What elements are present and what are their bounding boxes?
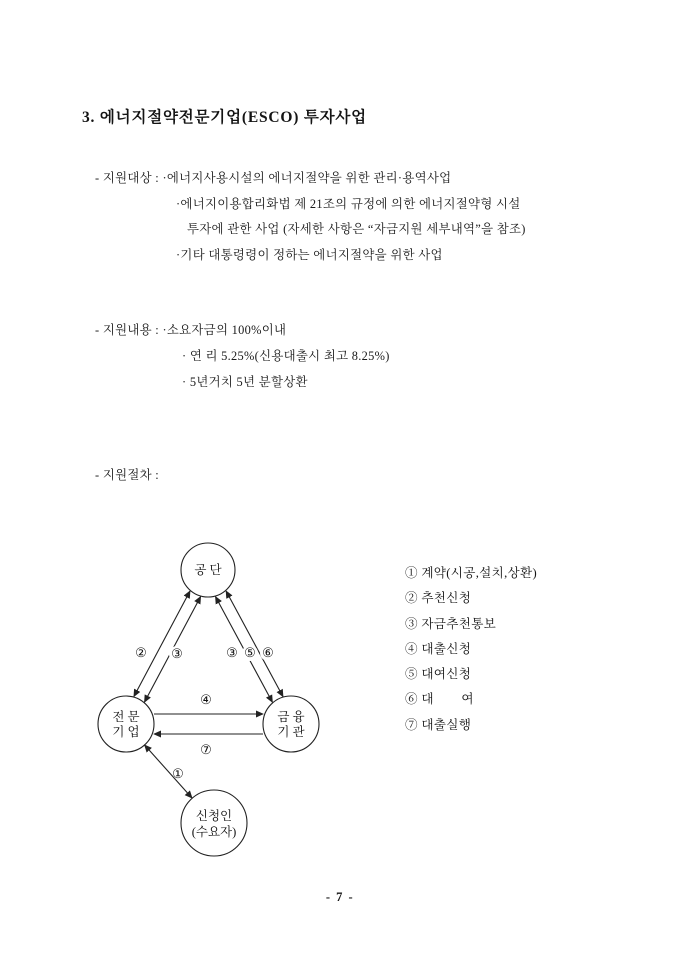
edge-label-2: ②: [135, 645, 147, 660]
node-jeonmun-circle: [98, 696, 154, 752]
node-jeonmun-label-line2: 기 업: [112, 725, 140, 739]
legend-item-6: ⑥ 대 여: [405, 692, 474, 707]
arrow-geumyung-to-kongdan: [226, 591, 283, 697]
arrow-jeonmun-to-sincheongin: [145, 745, 192, 798]
edge-label-6: ⑥: [262, 645, 274, 660]
page-number: - 7 -: [325, 890, 355, 904]
edge-label-4: ④: [200, 692, 212, 707]
edge-label-3-left: ③: [171, 646, 183, 661]
edge-label-3-right: ③: [226, 645, 238, 660]
node-sincheongin-label-line2: (수요자): [191, 825, 237, 839]
node-sincheongin-label-line1: 신청인: [195, 809, 233, 823]
legend-item-3: ③ 자금추천통보: [405, 616, 497, 631]
node-geumyung-label-line2: 기 관: [277, 725, 305, 739]
support-content-line1: - 지원내용 : ·소요자금의 100%이내: [95, 323, 287, 337]
support-content-line2: · 연 리 5.25%(신용대출시 최고 8.25%): [182, 349, 390, 363]
support-procedure-label: - 지원절차 :: [95, 468, 160, 482]
node-geumyung-circle: [263, 696, 319, 752]
legend-item-7: ⑦ 대출실행: [405, 717, 472, 732]
legend-item-1: ① 계약(시공,설치,상환): [405, 566, 537, 580]
legend-item-2: ② 추천신청: [405, 591, 472, 606]
arrow-jeonmun-to-kongdan: [134, 591, 190, 697]
page-title: 3. 에너지절약전문기업(ESCO) 투자사업: [82, 109, 367, 126]
support-target-line2: ·에너지이용합리화법 제 21조의 규정에 의한 에너지절약형 시설: [176, 197, 521, 211]
edge-label-5: ⑤: [244, 645, 256, 660]
legend-item-5: ⑤ 대여신청: [405, 667, 472, 682]
node-jeonmun-label-line1: 전 문: [112, 710, 140, 724]
edge-label-1: ①: [172, 766, 184, 781]
diagram-legend: [405, 561, 537, 738]
support-content-line3: · 5년거치 5년 분할상환: [182, 375, 308, 389]
support-target-line1: - 지원대상 : ·에너지사용시설의 에너지절약을 위한 관리·용역사업: [95, 171, 452, 185]
support-target-line3: 투자에 관한 사업 (자세한 사항은 “자금지원 세부내역”을 참조): [187, 222, 526, 236]
node-geumyung-label-line1: 금 융: [277, 710, 305, 724]
node-sincheongin-circle: [181, 790, 247, 856]
legend-item-4: ④ 대출신청: [405, 641, 472, 656]
edge-label-7: ⑦: [200, 742, 212, 757]
support-target-line4: ·기타 대통령령이 정하는 에너지절약을 위한 사업: [176, 248, 443, 262]
node-kongdan-label: 공 단: [194, 563, 222, 577]
